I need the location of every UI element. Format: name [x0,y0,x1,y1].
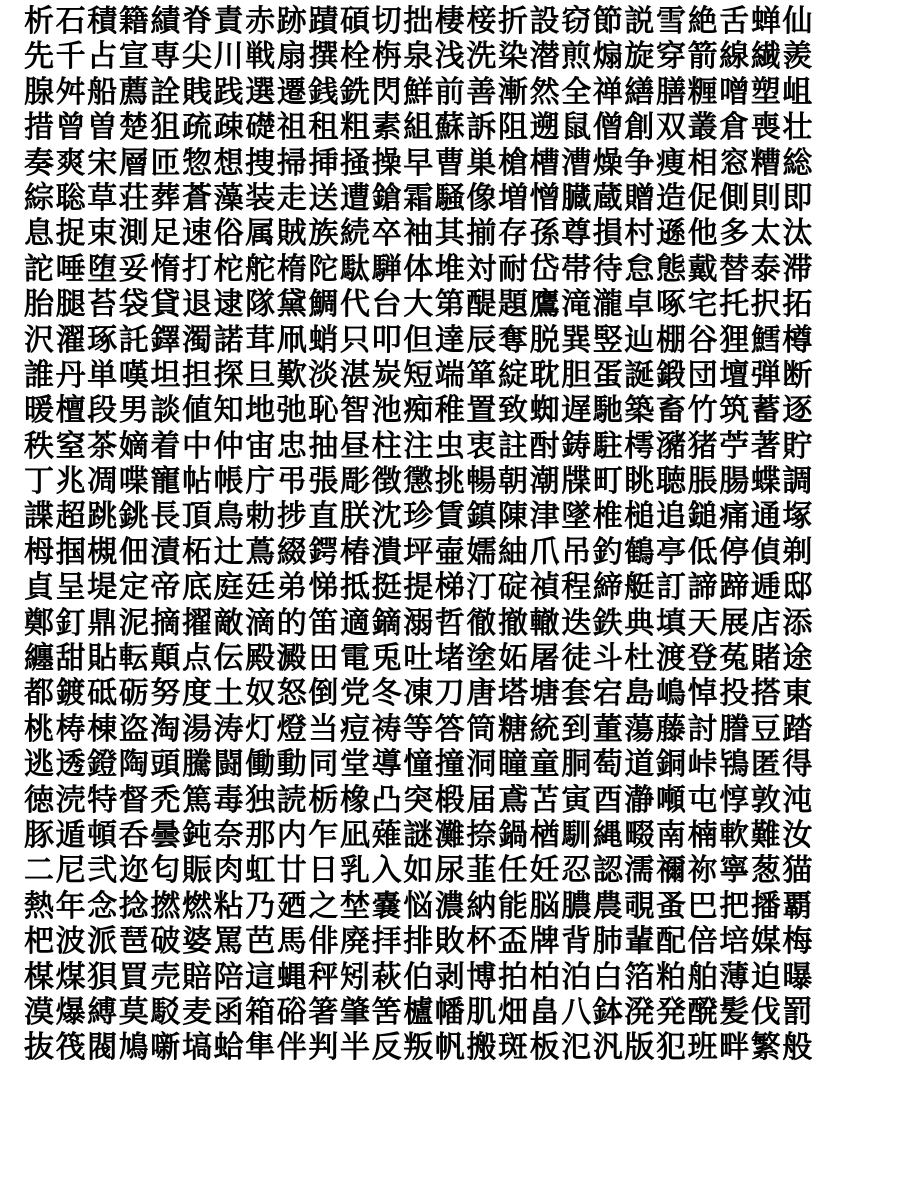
text-line: 纏甜貼転顛点伝殿澱田電兎吐堵塗妬屠徒斗杜渡登菟賭途 [24,641,814,677]
text-line: 措曾曽楚狙疏疎礎祖租粗素組蘇訴阻遡鼠僧創双叢倉喪壮 [24,110,814,146]
text-line: 漠爆縛莫駁麦函箱硲箸肇筈櫨幡肌畑畠八鉢溌発醗髪伐罰 [24,994,814,1030]
text-line: 貞呈堤定帝底庭廷弟悌抵挺提梯汀碇禎程締艇訂諦蹄逓邸 [24,570,814,606]
text-line: 先千占宣専尖川戦扇撰栓栴泉浅洗染潜煎煽旋穿箭線繊羨 [24,39,814,75]
text-line: 腺舛船薦詮賎践選遷銭銑閃鮮前善漸然全禅繕膳糎噌塑岨 [24,74,814,110]
text-line: 二尼弐迩匂賑肉虹廿日乳入如尿韮任妊忍認濡禰祢寧葱猫 [24,853,814,889]
text-line: 綜聡草荘葬蒼藻装走送遭鎗霜騒像増憎臓蔵贈造促側則即 [24,180,814,216]
text-line: 暖檀段男談値知地弛恥智池痴稚置致蜘遅馳築畜竹筑蓄逐 [24,393,814,429]
text-line: 沢濯琢託鐸濁諾茸凧蛸只叩但達辰奪脱巽竪辿棚谷狸鱈樽 [24,322,814,358]
text-line: 析石積籍績脊責赤跡蹟碩切拙棲椄折設窃節説雪絶舌蝉仙 [24,4,814,39]
text-line: 諜超跳銚長頂鳥勅捗直朕沈珍賃鎮陳津墜椎槌追鎚痛通塚 [24,499,814,535]
text-line: 楳煤狽買売賠陪這蝿秤矧萩伯剥博拍柏泊白箔粕舶薄迫曝 [24,959,814,995]
text-line: 胎腿苔袋貸退逮隊黛鯛代台大第醍題鷹滝瀧卓啄宅托択拓 [24,287,814,323]
text-line: 奏爽宋層匝惣想捜掃挿掻操早曹巣槍槽漕燥争痩相窓糟総 [24,145,814,181]
text-line: 秩窒茶嫡着中仲宙忠抽昼柱注虫衷註酎鋳駐樗瀦猪苧著貯 [24,428,814,464]
text-line: 豚遁頓呑曇鈍奈那内乍凪薙謎灘捺鍋楢馴縄畷南楠軟難汝 [24,817,814,853]
text-line: 誰丹単嘆坦担探旦歎淡湛炭短端箪綻耽胆蛋誕鍛団壇弾断 [24,357,814,393]
text-line: 都鍍砥砺努度土奴怒倒党冬凍刀唐塔塘套宕島嶋悼投搭東 [24,676,814,712]
text-line: 鄭釘鼎泥摘擢敵滴的笛適鏑溺哲徹撤轍迭鉄典填天展店添 [24,605,814,641]
text-line: 息捉束測足速俗属賊族続卒袖其揃存孫尊損村遜他多太汰 [24,216,814,252]
text-line: 丁兆凋喋寵帖帳庁弔張彫徴懲挑暢朝潮牒町眺聴脹腸蝶調 [24,464,814,500]
text-line: 逃透鐙陶頭騰闘働動同堂導憧撞洞瞳童胴萄道銅峠鴇匿得 [24,747,814,783]
text-line: 抜筏閥鳩噺塙蛤隼伴判半反叛帆搬斑板氾汎版犯班畔繁般 [24,1030,814,1066]
text-line: 熱年念捻撚燃粘乃廼之埜嚢悩濃納能脳膿農覗蚤巴把播覇 [24,888,814,924]
text-line: 桃梼棟盗淘湯涛灯燈当痘祷等答筒糖統到董蕩藤討謄豆踏 [24,711,814,747]
text-line: 栂掴槻佃漬柘辻蔦綴鍔椿潰坪壷嬬紬爪吊釣鶴亭低停偵剃 [24,534,814,570]
text-line: 杷波派琶破婆罵芭馬俳廃拝排敗杯盃牌背肺輩配倍培媒梅 [24,924,814,960]
text-line: 詑唾堕妥惰打柁舵楕陀駄騨体堆対耐岱帯待怠態戴替泰滞 [24,251,814,287]
text-line: 徳涜特督禿篤毒独読栃橡凸突椴届鳶苫寅酉瀞噸屯惇敦沌 [24,782,814,818]
